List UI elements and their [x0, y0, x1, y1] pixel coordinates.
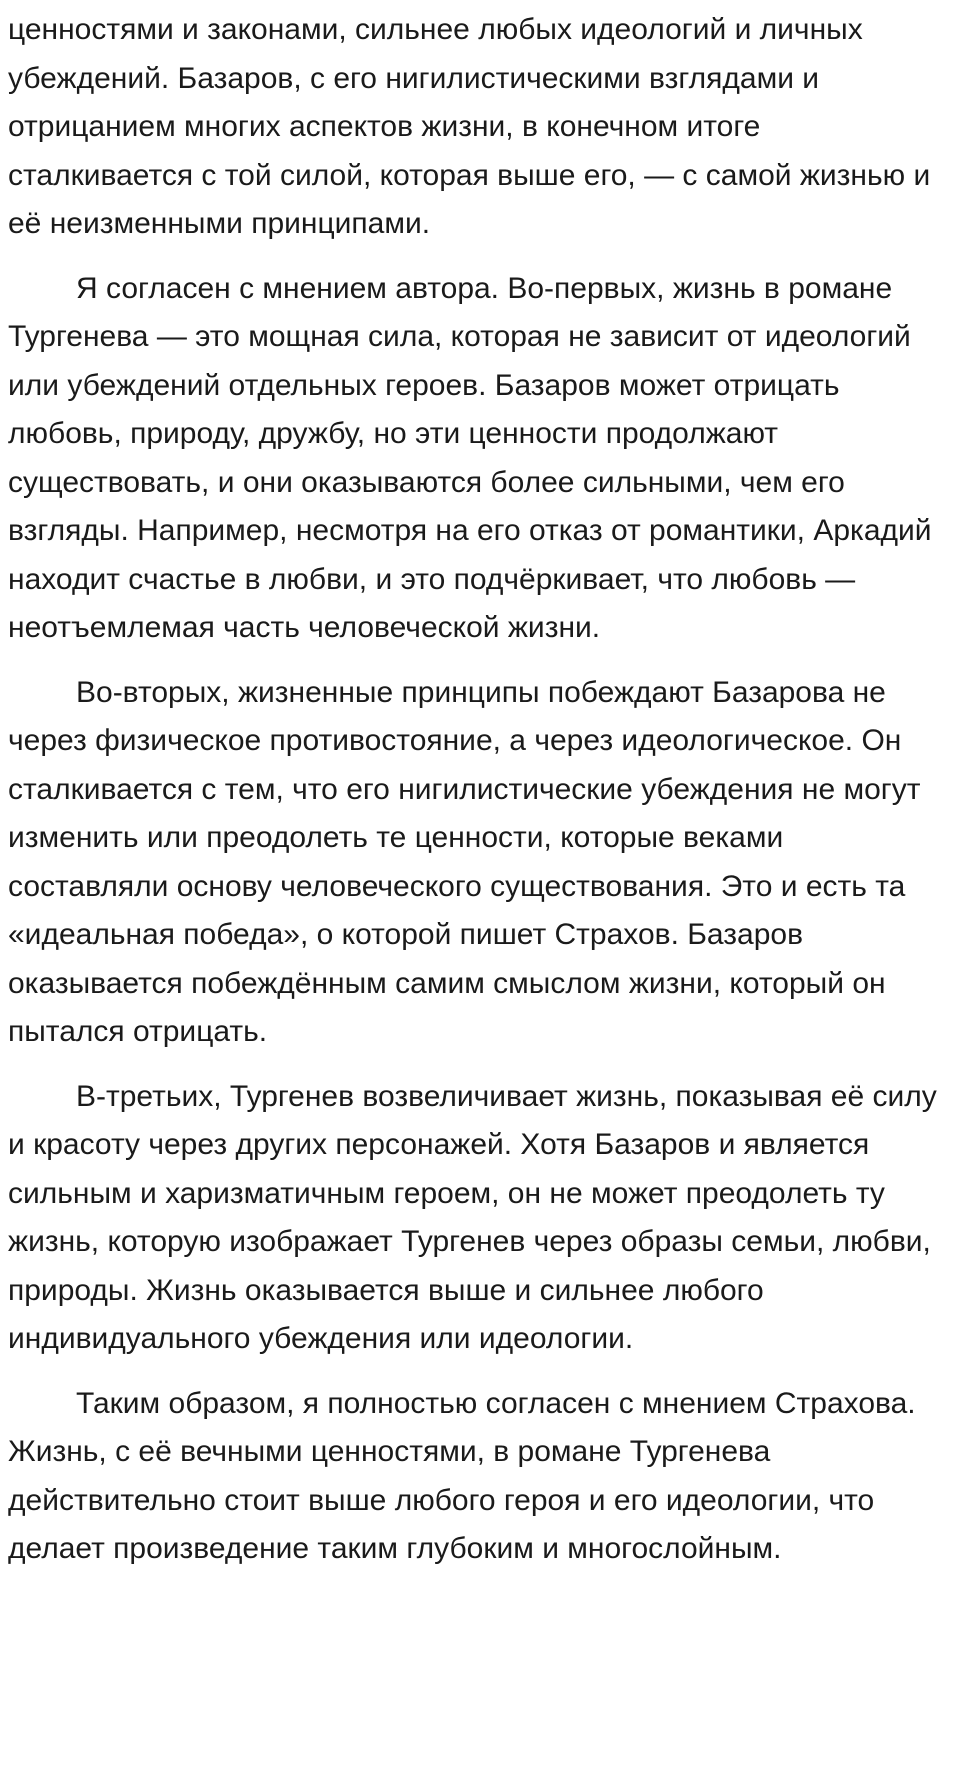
essay-paragraph-4: В-третьих, Тургенев возвеличивает жизнь, показывая её силу и красоту через других персонажей. Хотя Базаров и является сильным и харизматичным героем, он не может преодолеть ту жизнь, которую изображает Тургенев через образы семьи, любви, природы. Жизнь оказывается выше и сильнее любого индивидуального убеждения или идеологии. [8, 1079, 937, 1355]
essay-paragraph-3: Во-вторых, жизненные принципы побеждают Базарова не через физическое противостояние, а через идеологическое. Он сталкивается с тем, что его нигилистические убеждения не могут изменить или преодолеть те ценности, которые веками составляли основу человеческого существования. Это и есть та «идеальная победа», о которой пишет Страхов. Базаров оказывается побеждённым самим смыслом жизни, который он пытался отрицать. [8, 675, 921, 1048]
essay-paragraph-5: Таким образом, я полностью согласен с мнением Страхова. Жизнь, с её вечными ценностями, в романе Тургенева действительно стоит выше любого героя и его идеологии, что делает произведение таким глубоким и многослойным. [8, 1386, 916, 1565]
essay-paragraph-1: ценностями и законами, сильнее любых идеологий и личных убеждений. Базаров, с его нигилистическими взглядами и отрицанием многих аспектов жизни, в конечном итоге сталкивается с той силой, которая выше его, — с самой жизнью и её неизменными принципами. [8, 13, 931, 240]
essay-paragraph-2: Я согласен с мнением автора. Во-первых, жизнь в романе Тургенева — это мощная сила, которая не зависит от идеологий или убеждений отдельных героев. Базаров может отрицать любовь, природу, дружбу, но эти ценности продолжают существовать, и они оказываются более сильными, чем его взгляды. Например, несмотря на его отказ от романтики, Аркадий находит счастье в любви, и это подчёркивает, что любовь — неотъемлемая часть человеческой жизни. [8, 271, 932, 644]
